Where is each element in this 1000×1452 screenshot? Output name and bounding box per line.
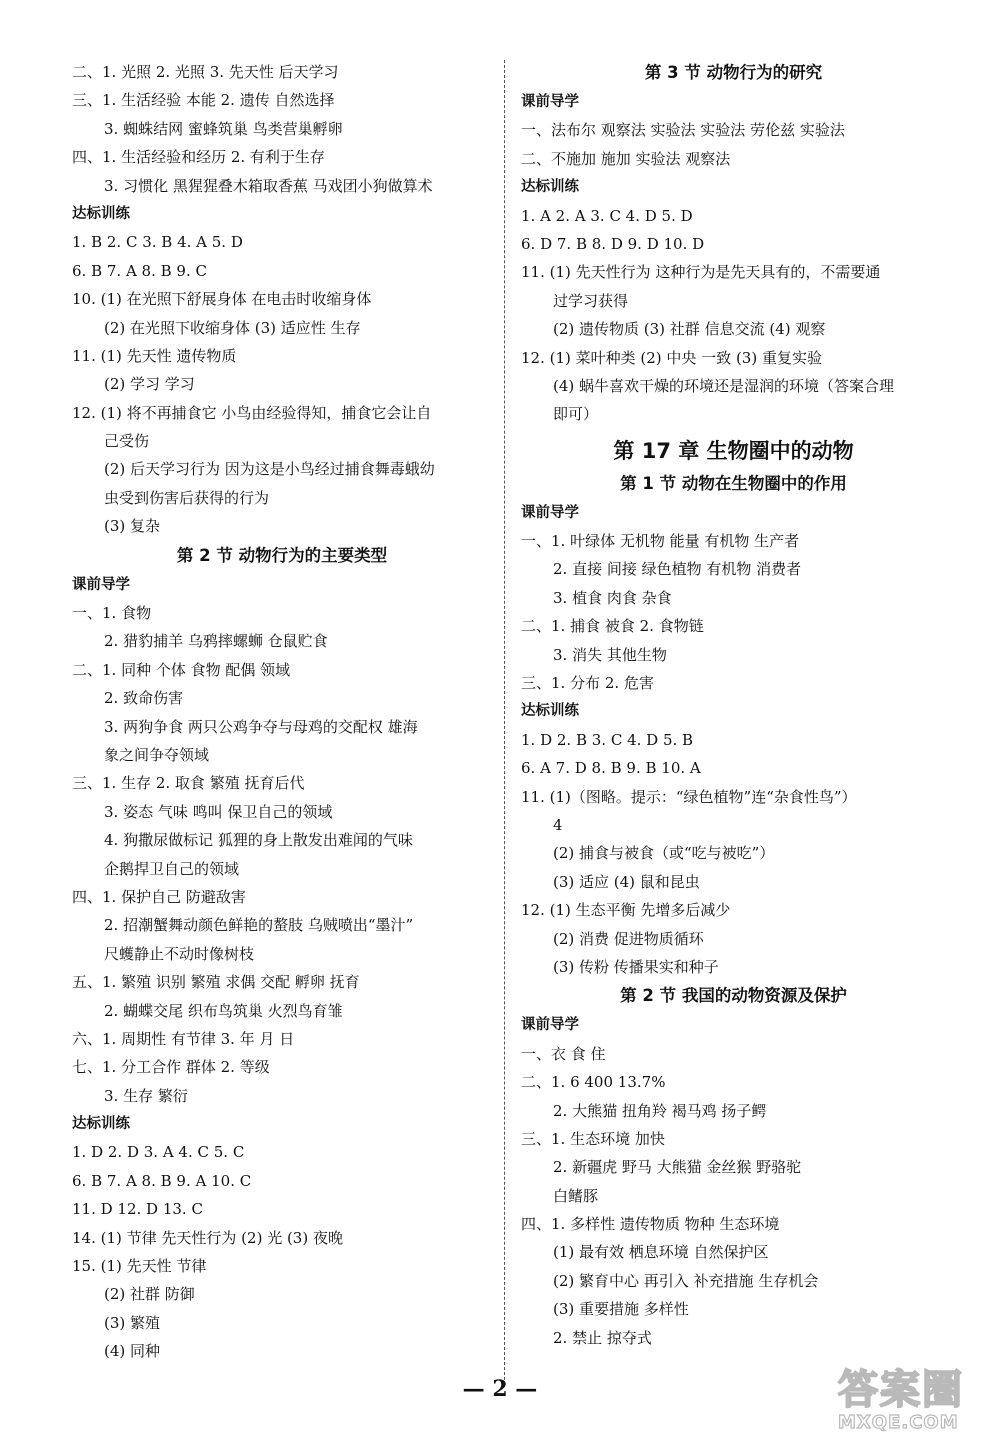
answer-line-indented: (3) 传粉 传播果实和种子	[553, 957, 719, 976]
answer-line: 15. (1) 先天性 节律	[72, 1257, 207, 1276]
answer-line-indented: 虫受到伤害后获得的行为	[104, 488, 270, 507]
answer-line-indented: 2. 猎豹捕羊 乌鸦摔螺蛳 仓鼠贮食	[104, 632, 328, 651]
answer-line-indented: (2) 社群 防御	[104, 1285, 195, 1304]
answer-line: 二、1. 捕食 被食 2. 食物链	[521, 617, 704, 636]
section-title: 第 3 节 动物行为的研究	[644, 63, 823, 82]
section-title: 第 2 节 动物行为的主要类型	[176, 545, 388, 565]
answer-line-indented: 企鹅捍卫自己的领域	[104, 859, 240, 878]
answer-line-indented: 3. 两狗争食 两只公鸡争夺与母鸡的交配权 雄海	[104, 717, 418, 736]
subsection-label: 课前导学	[521, 1017, 579, 1034]
answer-line-indented: 2. 大熊猫 扭角羚 褐马鸡 扬子鳄	[553, 1101, 767, 1120]
answer-line: 1. B 2. C 3. B 4. A 5. D	[72, 233, 243, 252]
answer-line-indented: 3. 姿态 气味 鸣叫 保卫自己的领域	[104, 802, 333, 821]
answer-line-indented: 2. 蝴蝶交尾 织布鸟筑巢 火烈鸟育雏	[104, 1001, 343, 1020]
subsection-label: 课前导学	[521, 504, 579, 521]
subsection-label: 达标训练	[521, 703, 579, 720]
answer-line-indented: 4	[553, 815, 563, 834]
answer-line-indented: (3) 繁殖	[104, 1313, 161, 1332]
answer-line: 二、1. 6 400 13.7%	[521, 1073, 666, 1092]
subsection-label: 课前导学	[521, 94, 579, 110]
watermark-url: MXQE.COM	[838, 1412, 959, 1433]
answer-line: 6. A 7. D 8. B 9. B 10. A	[521, 759, 701, 778]
watermark-main: 答案圈	[838, 1367, 964, 1413]
answer-line: 三、1. 分布 2. 危害	[521, 674, 654, 693]
chapter-title: 第 17 章 生物圈中的动物	[613, 438, 854, 463]
answer-line-indented: 4. 狗撒尿做标记 狐狸的身上散发出难闻的气味	[104, 831, 413, 850]
answer-line-indented: (3) 复杂	[104, 517, 161, 536]
answer-line-indented: (2) 后天学习行为 因为这是小鸟经过捕食舞毒蛾幼	[104, 460, 435, 479]
answer-line: 六、1. 周期性 有节律 3. 年 月 日	[72, 1029, 295, 1048]
answer-line-indented: (4) 蜗牛喜欢干燥的环境还是湿润的环境（答案合理	[553, 376, 895, 395]
column-divider	[504, 60, 505, 1380]
answer-line: 四、1. 生活经验和经历 2. 有利于生存	[72, 148, 325, 167]
answer-line: 三、1. 生活经验 本能 2. 遗传 自然选择	[72, 91, 335, 110]
answer-line: 一、法布尔 观察法 实验法 实验法 劳伦兹 实验法	[521, 121, 845, 140]
answer-line: 三、1. 生存 2. 取食 繁殖 抚育后代	[72, 774, 305, 793]
answer-line-indented: (3) 重要措施 多样性	[553, 1300, 689, 1319]
answer-line-indented: 尺蠖静止不动时像树枝	[104, 944, 255, 963]
left-column	[72, 58, 492, 1366]
answer-line: 五、1. 繁殖 识别 繁殖 求偶 交配 孵卵 抚育	[72, 973, 360, 992]
answer-line-indented: (2) 学习 学习	[104, 375, 195, 394]
answer-line-indented: (2) 繁育中心 再引入 补充措施 生存机会	[553, 1271, 819, 1290]
answer-line: 6. D 7. B 8. D 9. D 10. D	[521, 234, 705, 253]
answer-line: 10. (1) 在光照下舒展身体 在电击时收缩身体	[72, 290, 372, 309]
answer-line-indented: 3. 习惯化 黑猩猩叠木箱取香蕉 马戏团小狗做算术	[104, 176, 433, 195]
answer-line: 12. (1) 生态平衡 先增多后减少	[521, 901, 731, 920]
right-column	[521, 58, 946, 1352]
answer-line: 11. (1)（图略。提示：“绿色植物”连“杂食性鸟”）	[521, 787, 857, 806]
answer-line: 二、1. 光照 2. 光照 3. 先天性 后天学习	[72, 63, 339, 81]
answer-line: 四、1. 保护自己 防避敌害	[72, 887, 246, 906]
watermark-logo	[838, 1368, 988, 1444]
answer-line: 12. (1) 将不再捕食它 小鸟由经验得知，捕食它会让自	[72, 403, 432, 422]
answer-line-indented: 象之间争夺领域	[104, 745, 210, 764]
answer-line: 11. (1) 先天性行为 这种行为是先天具有的，不需要通	[521, 263, 881, 282]
answer-line: 一、衣 食 住	[521, 1044, 606, 1063]
subsection-label: 达标训练	[521, 179, 579, 196]
answer-line: 七、1. 分工合作 群体 2. 等级	[72, 1058, 270, 1077]
section-title: 第 1 节 动物在生物圈中的作用	[620, 473, 847, 493]
answer-line: 一、1. 叶绿体 无机物 能量 有机物 生产者	[521, 532, 800, 551]
answer-line: 6. B 7. A 8. B 9. A 10. C	[72, 1171, 252, 1190]
answer-line: 14. (1) 节律 先天性行为 (2) 光 (3) 夜晚	[72, 1228, 343, 1247]
answer-line-indented: 白鳍豚	[553, 1186, 599, 1205]
answer-line: 四、1. 多样性 遗传物质 物种 生态环境	[521, 1215, 780, 1234]
answer-line-indented: (3) 适应 (4) 鼠和昆虫	[553, 872, 700, 891]
answer-line-indented: 3. 消失 其他生物	[553, 645, 667, 664]
answer-line: 1. D 2. D 3. A 4. C 5. C	[72, 1143, 245, 1162]
answer-line-indented: (2) 在光照下收缩身体 (3) 适应性 生存	[104, 318, 361, 337]
answer-line: 1. D 2. B 3. C 4. D 5. B	[521, 730, 694, 749]
subsection-label: 达标训练	[72, 1116, 130, 1133]
subsection-label: 达标训练	[72, 205, 130, 222]
subsection-label: 课前导学	[72, 576, 130, 593]
answer-line-indented: (2) 遗传物质 (3) 社群 信息交流 (4) 观察	[553, 320, 826, 339]
answer-line: 三、1. 生态环境 加快	[521, 1129, 665, 1148]
answer-line: 6. B 7. A 8. B 9. C	[72, 261, 207, 280]
answer-line-indented: (1) 最有效 栖息环境 自然保护区	[553, 1243, 769, 1262]
answer-line-indented: (2) 捕食与被食（或“吃与被吃”）	[553, 844, 775, 863]
answer-line-indented: 3. 植食 肉食 杂食	[553, 588, 672, 607]
answer-line: 一、1. 食物	[72, 604, 152, 623]
answer-line-indented: 2. 致命伤害	[104, 689, 184, 708]
answer-line-indented: 2. 招潮蟹舞动颜色鲜艳的螯肢 乌贼喷出“墨汁”	[104, 916, 414, 935]
answer-line: 二、不施加 施加 实验法 观察法	[521, 149, 731, 168]
answer-line-indented: (2) 消费 促进物质循环	[553, 929, 704, 948]
answer-line: 11. D 12. D 13. C	[72, 1200, 203, 1219]
answer-line-indented: (4) 同种	[104, 1342, 161, 1361]
answer-line-indented: 2. 新疆虎 野马 大熊猫 金丝猴 野骆驼	[553, 1158, 802, 1177]
answer-line-indented: 2. 禁止 掠夺式	[553, 1328, 652, 1347]
answer-line-indented: 己受伤	[104, 432, 150, 451]
answer-line-indented: 3. 蜘蛛结网 蜜蜂筑巢 鸟类营巢孵卵	[104, 119, 343, 138]
answer-line: 1. A 2. A 3. C 4. D 5. D	[521, 206, 693, 225]
answer-line-indented: 即可）	[553, 405, 599, 424]
answer-line: 12. (1) 菜叶种类 (2) 中央 一致 (3) 重复实验	[521, 348, 822, 367]
page-number: — 2 —	[462, 1376, 538, 1402]
answer-line-indented: 2. 直接 间接 绿色植物 有机物 消费者	[553, 560, 802, 579]
section-title: 第 2 节 我国的动物资源及保护	[620, 986, 847, 1006]
answer-line: 二、1. 同种 个体 食物 配偶 领域	[72, 660, 291, 679]
answer-line-indented: 过学习获得	[553, 291, 629, 310]
answer-line-indented: 3. 生存 繁衍	[104, 1086, 188, 1105]
answer-line: 11. (1) 先天性 遗传物质	[72, 346, 237, 365]
